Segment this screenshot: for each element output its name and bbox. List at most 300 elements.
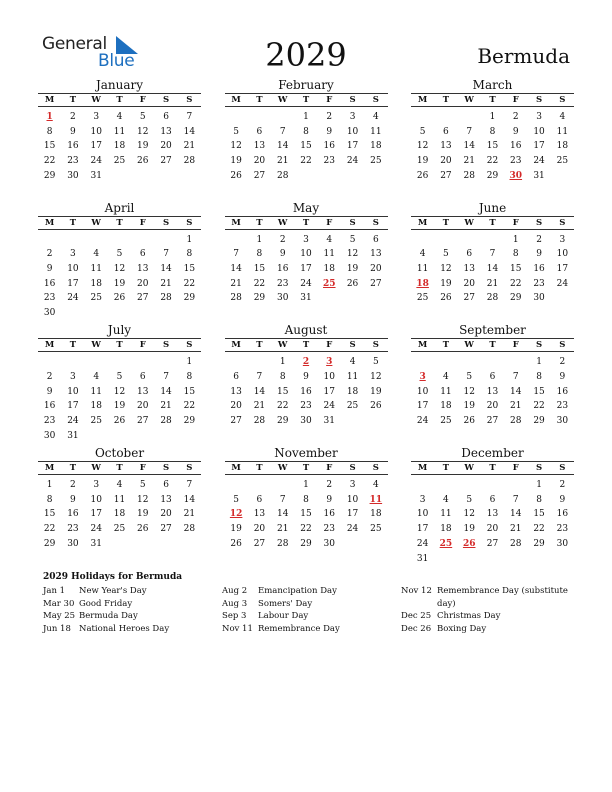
day-cell: 2: [326, 480, 333, 491]
day-cell: 14: [276, 509, 289, 520]
day-cell: 23: [556, 524, 569, 535]
day-cell: 6: [163, 112, 169, 122]
day-cell: 2: [512, 112, 519, 122]
weekday-label: T: [116, 340, 123, 351]
month-april: [38, 201, 201, 324]
day-cell: 8: [536, 494, 542, 505]
empty-cell: [481, 355, 504, 370]
day-cell: 1: [186, 357, 193, 368]
empty-cell: [411, 355, 434, 370]
weekday-label: S: [535, 95, 543, 105]
day-cell: 5: [116, 249, 123, 260]
day-cell: 5: [233, 126, 239, 137]
day-cell: 21: [183, 509, 196, 520]
day-cell: 26: [463, 416, 475, 427]
day-cell: 8: [186, 249, 193, 260]
weekday-label: S: [162, 340, 170, 351]
day-cell: 12: [463, 386, 475, 397]
day-cell: 16: [533, 264, 545, 275]
weekday-label: W: [464, 340, 474, 351]
weekday-label: F: [326, 217, 333, 228]
month-title: November: [274, 446, 338, 461]
weekday-label: T: [69, 340, 77, 351]
day-cell: 11: [346, 372, 359, 383]
day-cell: 8: [279, 372, 286, 383]
day-cell: 6: [256, 126, 263, 137]
day-cell: 2: [559, 357, 566, 368]
day-cell: 30: [533, 293, 545, 304]
day-cell: 23: [533, 278, 545, 289]
weekday-label: W: [464, 217, 474, 228]
empty-cell: [458, 355, 481, 370]
day-cell: 6: [466, 249, 473, 260]
day-cell: 8: [536, 372, 542, 383]
empty-cell: [225, 478, 248, 493]
empty-cell: [248, 355, 271, 370]
weekday-label: T: [256, 463, 263, 474]
day-cell: 1: [512, 234, 519, 245]
holiday-date: Jan 1: [43, 586, 66, 596]
weekday-label: T: [69, 463, 77, 474]
day-cell: 26: [370, 401, 382, 412]
weekday-label: M: [231, 217, 241, 228]
empty-cell: [458, 110, 481, 125]
holiday-day-cell: 3: [419, 372, 426, 383]
day-cell: 28: [510, 416, 522, 427]
month-title: August: [284, 323, 328, 338]
day-grid: [225, 110, 388, 183]
day-cell: 13: [370, 249, 382, 260]
day-cell: 24: [346, 524, 359, 535]
day-cell: 18: [370, 141, 382, 152]
day-cell: 31: [533, 170, 545, 181]
day-cell: 12: [137, 126, 149, 137]
day-cell: 25: [113, 156, 126, 167]
holiday-name: New Year's Day: [79, 586, 147, 596]
weekday-label: T: [69, 217, 77, 228]
day-cell: 18: [90, 401, 102, 412]
day-cell: 26: [113, 416, 126, 427]
day-cell: 2: [70, 480, 76, 491]
weekday-label: T: [69, 95, 77, 105]
day-cell: 22: [300, 156, 312, 167]
day-cell: 18: [556, 141, 569, 152]
day-cell: 19: [113, 278, 126, 289]
day-cell: 25: [370, 524, 382, 535]
weekday-label: M: [231, 340, 241, 351]
day-cell: 15: [300, 141, 312, 152]
weekday-label: T: [256, 95, 263, 105]
day-cell: 21: [510, 524, 522, 535]
empty-cell: [225, 355, 248, 370]
logo-text-general: General: [42, 34, 107, 54]
day-cell: 25: [440, 416, 452, 427]
day-cell: 25: [416, 293, 429, 304]
weekday-label: T: [302, 463, 310, 474]
day-cell: 22: [533, 524, 545, 535]
day-cell: 17: [416, 401, 429, 412]
day-cell: 26: [230, 170, 242, 181]
day-cell: 1: [489, 112, 496, 122]
day-cell: 11: [113, 494, 126, 505]
logo-text-blue: Blue: [98, 51, 135, 71]
holiday-date: Nov 12: [401, 586, 432, 596]
day-cell: 21: [510, 401, 522, 412]
day-cell: 9: [46, 264, 53, 275]
weekday-header: [411, 93, 574, 107]
month-february: [225, 78, 388, 201]
day-cell: 9: [303, 372, 309, 383]
weekday-label: T: [302, 95, 310, 105]
day-cell: 14: [510, 509, 522, 520]
holiday-list-title: 2029 Holidays for Bermuda: [43, 572, 183, 582]
day-cell: 21: [160, 401, 172, 412]
day-cell: 25: [90, 416, 102, 427]
day-cell: 14: [230, 264, 242, 275]
holiday-day-cell: 1: [46, 112, 53, 122]
day-cell: 1: [536, 480, 542, 491]
day-cell: 11: [556, 126, 569, 137]
day-cell: 12: [346, 249, 359, 260]
weekday-label: S: [372, 340, 379, 351]
weekday-label: T: [116, 217, 123, 228]
day-cell: 10: [90, 126, 102, 137]
day-cell: 28: [230, 293, 242, 304]
day-cell: 20: [230, 401, 242, 412]
day-cell: 23: [276, 278, 289, 289]
weekday-label: W: [91, 463, 101, 474]
empty-cell: [38, 355, 61, 370]
weekday-label: F: [512, 463, 519, 474]
day-cell: 19: [230, 156, 242, 167]
day-cell: 2: [70, 112, 76, 122]
day-cell: 7: [512, 494, 519, 505]
month-title: September: [459, 323, 526, 338]
day-cell: 8: [303, 126, 309, 137]
weekday-label: M: [231, 463, 241, 474]
day-cell: 10: [533, 126, 545, 137]
day-cell: 3: [419, 494, 426, 505]
empty-cell: [271, 478, 294, 493]
day-cell: 8: [256, 249, 263, 260]
day-cell: 7: [279, 494, 286, 505]
weekday-label: T: [442, 217, 450, 228]
month-august: [225, 323, 388, 446]
weekday-label: S: [535, 463, 543, 474]
empty-cell: [271, 110, 294, 125]
day-cell: 27: [230, 416, 242, 427]
day-cell: 16: [43, 278, 56, 289]
weekday-label: S: [559, 340, 566, 351]
day-cell: 17: [323, 386, 335, 397]
day-cell: 4: [419, 249, 426, 260]
holiday-date: Sep 3: [222, 611, 247, 621]
day-cell: 24: [533, 156, 545, 167]
day-cell: 2: [46, 249, 53, 260]
weekday-label: F: [139, 95, 146, 105]
day-cell: 24: [90, 156, 102, 167]
day-cell: 17: [346, 509, 359, 520]
day-cell: 28: [486, 293, 499, 304]
weekday-label: M: [44, 217, 55, 228]
day-cell: 2: [536, 234, 542, 245]
day-cell: 24: [416, 538, 429, 549]
day-cell: 20: [253, 156, 266, 167]
day-grid: [225, 233, 388, 306]
day-cell: 3: [93, 112, 100, 122]
weekday-header: [225, 338, 388, 352]
weekday-label: S: [186, 340, 193, 351]
empty-cell: [154, 355, 177, 370]
empty-cell: [108, 355, 131, 370]
empty-cell: [458, 233, 481, 248]
day-cell: 17: [346, 141, 359, 152]
day-cell: 23: [43, 416, 56, 427]
day-cell: 14: [160, 264, 172, 275]
day-cell: 24: [90, 524, 102, 535]
day-cell: 15: [510, 264, 522, 275]
day-cell: 15: [533, 509, 545, 520]
empty-cell: [411, 110, 434, 125]
day-cell: 13: [160, 126, 172, 137]
holiday-name: Remembrance Day: [258, 623, 340, 634]
day-cell: 9: [70, 494, 76, 505]
empty-cell: [225, 110, 248, 125]
holiday-name: Good Friday: [79, 598, 133, 609]
weekday-label: S: [162, 463, 170, 474]
day-cell: 13: [463, 264, 475, 275]
day-cell: 20: [486, 524, 499, 535]
day-cell: 13: [160, 494, 172, 505]
holiday-columns: [43, 585, 573, 635]
day-cell: 23: [323, 524, 335, 535]
holiday-item: [222, 610, 401, 623]
day-cell: 15: [43, 141, 56, 152]
day-cell: 30: [43, 430, 56, 441]
day-cell: 22: [486, 156, 499, 167]
day-cell: 7: [163, 249, 169, 260]
day-cell: 27: [137, 416, 149, 427]
weekday-label: F: [139, 217, 146, 228]
day-grid: [38, 478, 201, 551]
day-cell: 27: [440, 170, 452, 181]
weekday-label: S: [372, 463, 379, 474]
holiday-name: Somers' Day: [258, 598, 313, 609]
empty-cell: [434, 478, 457, 493]
month-july: [38, 323, 201, 446]
day-cell: 27: [486, 416, 499, 427]
day-cell: 26: [113, 293, 126, 304]
day-cell: 18: [440, 524, 452, 535]
holiday-name: Bermuda Day: [79, 611, 138, 621]
day-cell: 14: [183, 494, 196, 505]
day-cell: 18: [440, 401, 452, 412]
weekday-header: [38, 338, 201, 352]
day-cell: 16: [276, 264, 289, 275]
holiday-date: May 25: [43, 611, 76, 621]
day-cell: 28: [160, 293, 172, 304]
weekday-label: S: [349, 95, 356, 105]
day-cell: 17: [416, 524, 429, 535]
day-cell: 15: [533, 386, 545, 397]
holiday-item: [43, 610, 222, 623]
day-cell: 2: [559, 480, 566, 491]
weekday-label: W: [91, 217, 101, 228]
holiday-day-cell: 2: [302, 357, 310, 368]
day-cell: 29: [183, 416, 196, 427]
weekday-label: W: [464, 463, 474, 474]
day-cell: 11: [416, 264, 429, 275]
day-cell: 7: [466, 126, 473, 137]
month-title: March: [472, 78, 513, 92]
day-cell: 22: [183, 401, 196, 412]
weekday-label: W: [464, 95, 474, 105]
day-cell: 24: [346, 156, 359, 167]
day-cell: 15: [300, 509, 312, 520]
day-cell: 20: [160, 509, 172, 520]
weekday-label: S: [535, 340, 543, 351]
day-cell: 30: [556, 416, 569, 427]
day-cell: 3: [349, 480, 356, 491]
day-cell: 13: [137, 264, 149, 275]
day-cell: 27: [160, 524, 172, 535]
day-cell: 17: [300, 264, 312, 275]
day-cell: 20: [440, 156, 452, 167]
day-cell: 13: [230, 386, 242, 397]
day-cell: 19: [416, 156, 429, 167]
day-cell: 20: [253, 524, 266, 535]
day-cell: 7: [279, 126, 286, 137]
empty-cell: [225, 233, 248, 248]
day-cell: 7: [163, 372, 169, 383]
day-cell: 21: [183, 141, 196, 152]
day-cell: 16: [67, 141, 79, 152]
day-cell: 30: [67, 538, 79, 549]
day-cell: 29: [510, 293, 522, 304]
day-cell: 27: [253, 538, 266, 549]
day-cell: 13: [137, 386, 149, 397]
page-title-year: 2029: [265, 36, 347, 74]
empty-cell: [248, 110, 271, 125]
day-cell: 4: [372, 480, 379, 491]
empty-cell: [458, 478, 481, 493]
day-cell: 26: [416, 170, 429, 181]
day-cell: 1: [256, 234, 263, 245]
weekday-label: S: [559, 217, 566, 228]
weekday-label: W: [277, 217, 288, 228]
weekday-header: [225, 216, 388, 230]
day-cell: 18: [113, 509, 126, 520]
day-cell: 17: [67, 401, 79, 412]
day-cell: 7: [512, 372, 519, 383]
day-cell: 24: [323, 401, 335, 412]
day-cell: 28: [160, 416, 172, 427]
day-cell: 13: [253, 141, 266, 152]
day-cell: 5: [116, 372, 123, 383]
weekday-label: T: [442, 340, 450, 351]
day-cell: 9: [559, 372, 566, 383]
day-cell: 19: [463, 401, 475, 412]
weekday-label: T: [489, 95, 496, 105]
day-cell: 9: [559, 494, 566, 505]
day-cell: 10: [346, 494, 359, 505]
day-cell: 28: [183, 524, 196, 535]
holiday-item: [222, 598, 401, 611]
day-cell: 7: [186, 112, 193, 122]
holiday-date: Aug 2: [222, 586, 248, 596]
weekday-label: S: [559, 463, 566, 474]
day-cell: 19: [370, 386, 382, 397]
day-cell: 26: [440, 293, 452, 304]
day-cell: 22: [43, 524, 56, 535]
month-title: February: [278, 78, 334, 92]
day-cell: 12: [137, 494, 149, 505]
holiday-date: Dec 25: [401, 611, 432, 621]
weekday-label: M: [231, 95, 241, 105]
weekday-label: S: [186, 95, 193, 105]
empty-cell: [154, 233, 177, 248]
weekday-label: F: [326, 95, 333, 105]
day-cell: 24: [67, 416, 79, 427]
months-grid: [38, 78, 574, 569]
day-cell: 4: [443, 494, 449, 505]
day-cell: 9: [70, 126, 76, 137]
day-cell: 10: [323, 372, 335, 383]
holiday-item: [43, 585, 222, 598]
day-cell: 19: [137, 141, 149, 152]
day-cell: 3: [349, 112, 356, 122]
day-cell: 5: [466, 494, 473, 505]
day-cell: 5: [419, 126, 426, 137]
day-cell: 11: [440, 509, 452, 520]
day-cell: 30: [276, 293, 289, 304]
day-cell: 11: [323, 249, 335, 260]
day-grid: [38, 110, 201, 183]
day-cell: 31: [90, 170, 102, 181]
weekday-header: [411, 461, 574, 475]
month-title: June: [478, 200, 507, 215]
weekday-label: T: [116, 95, 123, 105]
day-cell: 1: [303, 480, 309, 491]
holiday-column: [401, 585, 573, 635]
empty-cell: [38, 233, 61, 248]
weekday-label: S: [372, 95, 379, 105]
holiday-date: Mar 30: [43, 598, 75, 609]
day-cell: 9: [279, 249, 286, 260]
day-cell: 8: [46, 494, 53, 505]
holiday-item: [222, 623, 401, 636]
day-cell: 23: [43, 293, 56, 304]
day-cell: 3: [70, 249, 76, 260]
day-cell: 27: [137, 293, 149, 304]
day-cell: 21: [463, 156, 475, 167]
day-cell: 5: [372, 357, 379, 368]
day-cell: 28: [253, 416, 266, 427]
day-cell: 17: [67, 278, 79, 289]
holiday-name: Emancipation Day: [258, 586, 337, 596]
weekday-label: F: [139, 463, 146, 474]
day-cell: 27: [463, 293, 475, 304]
empty-cell: [434, 355, 457, 370]
day-cell: 15: [276, 386, 289, 397]
weekday-header: [38, 93, 201, 107]
weekday-label: T: [489, 217, 496, 228]
day-cell: 20: [463, 278, 475, 289]
day-cell: 6: [443, 126, 449, 137]
day-cell: 1: [279, 357, 286, 368]
weekday-label: T: [256, 340, 263, 351]
holiday-day-cell: 30: [509, 170, 523, 181]
